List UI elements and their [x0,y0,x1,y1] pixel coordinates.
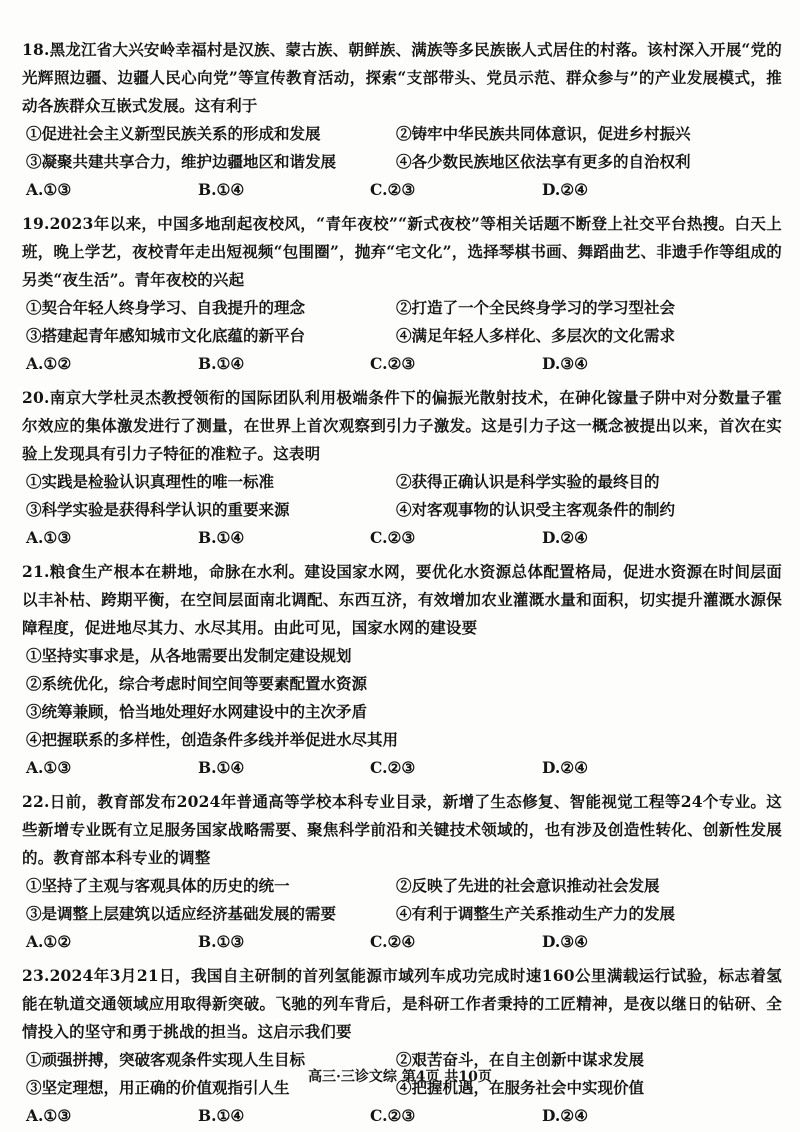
choice-a: A.①③ [26,180,72,199]
statement-row [22,900,782,928]
question-19 [22,210,782,378]
choice-b: B.①④ [198,758,245,777]
choice-a: A.①② [26,354,72,373]
choice-a: A.①③ [26,758,72,777]
statement: ②打造了一个全民终身学习的学习型社会 [396,298,676,317]
statement-row [22,642,782,670]
statement: ④对客观事物的认识受主客观条件的制约 [396,500,676,519]
statement-row [22,670,782,698]
statement-row [22,698,782,726]
statement: ②反映了先进的社会意识推动社会发展 [396,876,660,895]
statement-row [22,322,782,350]
statement-row [22,120,782,148]
statement: ②系统优化，综合考虑时间空间等要素配置水资源 [26,674,368,693]
statement: ④把握联系的多样性，创造条件多线并举促进水尽其用 [26,730,399,749]
statement: ①促进社会主义新型民族关系的形成和发展 [26,124,321,143]
answer-choices [22,524,782,552]
statement: ①坚持实事求是，从各地需要出发制定建设规划 [26,646,352,665]
statement: ①顽强拼搏，突破客观条件实现人生目标 [26,1050,306,1069]
statement-list [22,120,782,176]
question-stem: 21.粮食生产根本在耕地，命脉在水利。建设国家水网，要优化水资源总体配置格局，促进水资源在时间层面以丰补枯、跨期平衡，在空间层面南北调配、东西互济，有效增加农业灌溉水量和面积，切实提升灌溉水源保障程度，促进地尽其力、水尽其用。由此可见，国家水网的建设要 [22,562,782,637]
statement: ③统筹兼顾，恰当地处理好水网建设中的主次矛盾 [26,702,368,721]
statement: ①坚持了主观与客观具体的历史的统一 [26,876,290,895]
statement-list [22,294,782,350]
statement: ①实践是检验认识真理性的唯一标准 [26,472,275,491]
choice-a: A.①③ [26,528,72,547]
choice-b: B.①④ [198,354,245,373]
choice-b: B.①④ [198,180,245,199]
question-18 [22,36,782,204]
choice-d: D.②④ [542,1106,589,1125]
choice-a: A.①③ [26,1106,72,1125]
question-stem: 22.日前，教育部发布2024年普通高等学校本科专业目录，新增了生态修复、智能视觉工程等24个专业。这些新增专业既有立足服务国家战略需要、聚焦科学前沿和关键技术领域的，也有涉及创造性转化、创新性发展的。教育部本科专业的调整 [22,792,782,867]
statement-row [22,468,782,496]
statement: ④有利于调整生产关系推动生产力的发展 [396,904,676,923]
choice-d: D.②④ [542,180,589,199]
statement-row [22,726,782,754]
question-23 [22,962,782,1130]
choice-d: D.②④ [542,758,589,777]
choice-b: B.①④ [198,528,245,547]
choice-b: B.①④ [198,1106,245,1125]
statement-row [22,294,782,322]
statement-list [22,872,782,928]
statement: ③坚定理想，用正确的价值观指引人生 [26,1078,290,1097]
statement-list [22,468,782,524]
answer-choices [22,1102,782,1130]
question-stem: 23.2024年3月21日，我国自主研制的首列氢能源市域列车成功完成时速160公里满载运行试验，标志着氢能在轨道交通领域应用取得新突破。飞驰的列车背后，是科研工作者秉持的工匠精神，是夜以继日的钻研、全情投入的坚守和勇于挑战的担当。这启示我们要 [22,966,782,1041]
statement: ④把握机遇，在服务社会中实现价值 [396,1078,645,1097]
question-stem: 20.南京大学杜灵杰教授领衔的国际团队利用极端条件下的偏振光散射技术，在砷化镓量子阱中对分数量子霍尔效应的集体激发进行了测量，在世界上首次观察到引力子激发。这是引力子这一概念被提出以来，首次在实验上发现具有引力子特征的准粒子。这表明 [22,388,782,463]
question-stem: 19.2023年以来，中国多地刮起夜校风，“青年夜校”“新式夜校”等相关话题不断登上社交平台热搜。白天上班，晚上学艺，夜校青年走出短视频“包围圈”，抛弃“宅文化”，选择琴棋书画、舞蹈曲艺、非遗手作等组成的另类“夜生活”。青年夜校的兴起 [22,214,782,289]
choice-c: C.②④ [370,932,416,951]
statement: ②艰苦奋斗，在自主创新中谋求发展 [396,1050,645,1069]
choice-c: C.②③ [370,528,416,547]
statement: ②铸牢中华民族共同体意识，促进乡村振兴 [396,124,691,143]
statement: ③是调整上层建筑以适应经济基础发展的需要 [26,904,337,923]
statement: ②获得正确认识是科学实验的最终目的 [396,472,660,491]
choice-a: A.①② [26,932,72,951]
answer-choices [22,350,782,378]
statement: ④各少数民族地区依法享有更多的自治权利 [396,152,691,171]
statement: ③凝聚共建共享合力，维护边疆地区和谐发展 [26,152,337,171]
choice-c: C.②③ [370,1106,416,1125]
statement-row [22,148,782,176]
statement-row [22,496,782,524]
choice-c: C.②③ [370,180,416,199]
choice-d: D.②④ [542,528,589,547]
statement: ③科学实验是获得科学认识的重要来源 [26,500,290,519]
choice-d: D.③④ [542,354,589,373]
statement-list [22,642,782,754]
answer-choices [22,176,782,204]
answer-choices [22,928,782,956]
choice-c: C.②③ [370,758,416,777]
statement: ①契合年轻人终身学习、自我提升的理念 [26,298,306,317]
question-21 [22,558,782,782]
statement-row [22,872,782,900]
choice-c: C.②③ [370,354,416,373]
answer-choices [22,754,782,782]
choice-b: B.①③ [198,932,245,951]
page-footer: 高三·三诊文综 第4页 共10页 [308,1069,492,1085]
question-stem: 18.黑龙江省大兴安岭幸福村是汉族、蒙古族、朝鲜族、满族等多民族嵌人式居住的村落。该村深入开展“党的光辉照边疆、边疆人民心向党”等宣传教育活动，探索“支部带头、党员示范、群众参与”的产业发展模式，推动各族群众互嵌式发展。这有利于 [22,40,782,115]
question-20 [22,384,782,552]
choice-d: D.③④ [542,932,589,951]
statement: ③搭建起青年感知城市文化底蕴的新平台 [26,326,306,345]
statement: ④满足年轻人多样化、多层次的文化需求 [396,326,676,345]
question-22 [22,788,782,956]
